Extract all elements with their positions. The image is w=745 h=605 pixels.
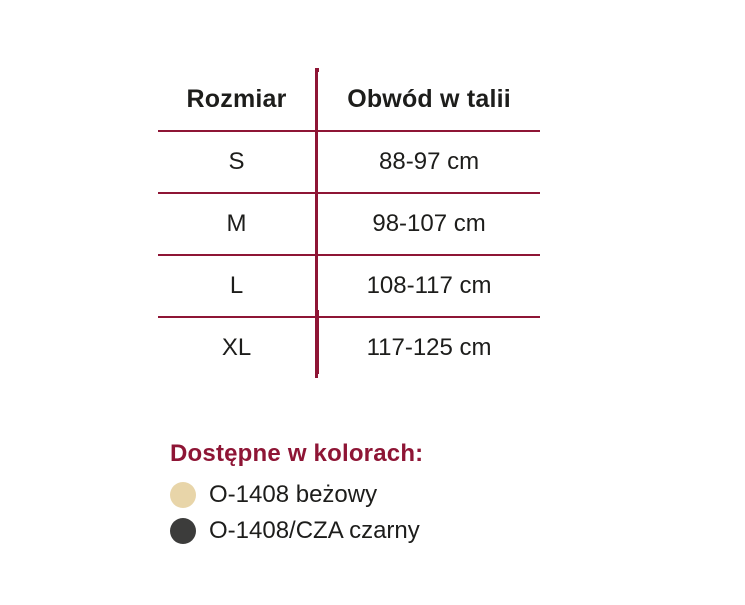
color-option-label: O-1408/CZA czarny xyxy=(209,517,420,544)
table-header-row xyxy=(158,68,540,131)
cell-size: M xyxy=(158,193,317,255)
cell-waist: 108-117 cm xyxy=(317,255,540,317)
cell-waist: 88-97 cm xyxy=(317,131,540,193)
table-header-waist: Obwód w talii xyxy=(317,68,540,131)
size-table xyxy=(158,68,540,378)
table-header-size: Rozmiar xyxy=(158,68,317,131)
cell-size: L xyxy=(158,255,317,317)
color-swatch-icon xyxy=(170,518,196,544)
color-option-beige xyxy=(170,480,590,510)
available-colors-title: Dostępne w kolorach: xyxy=(170,440,424,467)
table-row xyxy=(158,317,540,378)
cell-waist: 117-125 cm xyxy=(317,317,540,378)
table-row xyxy=(158,193,540,255)
color-option-label: O-1408 beżowy xyxy=(209,481,378,508)
color-option-black xyxy=(170,516,590,546)
table-row xyxy=(158,131,540,193)
color-swatch-icon xyxy=(170,482,196,508)
cell-size: S xyxy=(158,131,317,193)
cell-waist: 98-107 cm xyxy=(317,193,540,255)
table-row xyxy=(158,255,540,317)
available-colors-section xyxy=(170,440,590,552)
cell-size: XL xyxy=(221,334,252,361)
